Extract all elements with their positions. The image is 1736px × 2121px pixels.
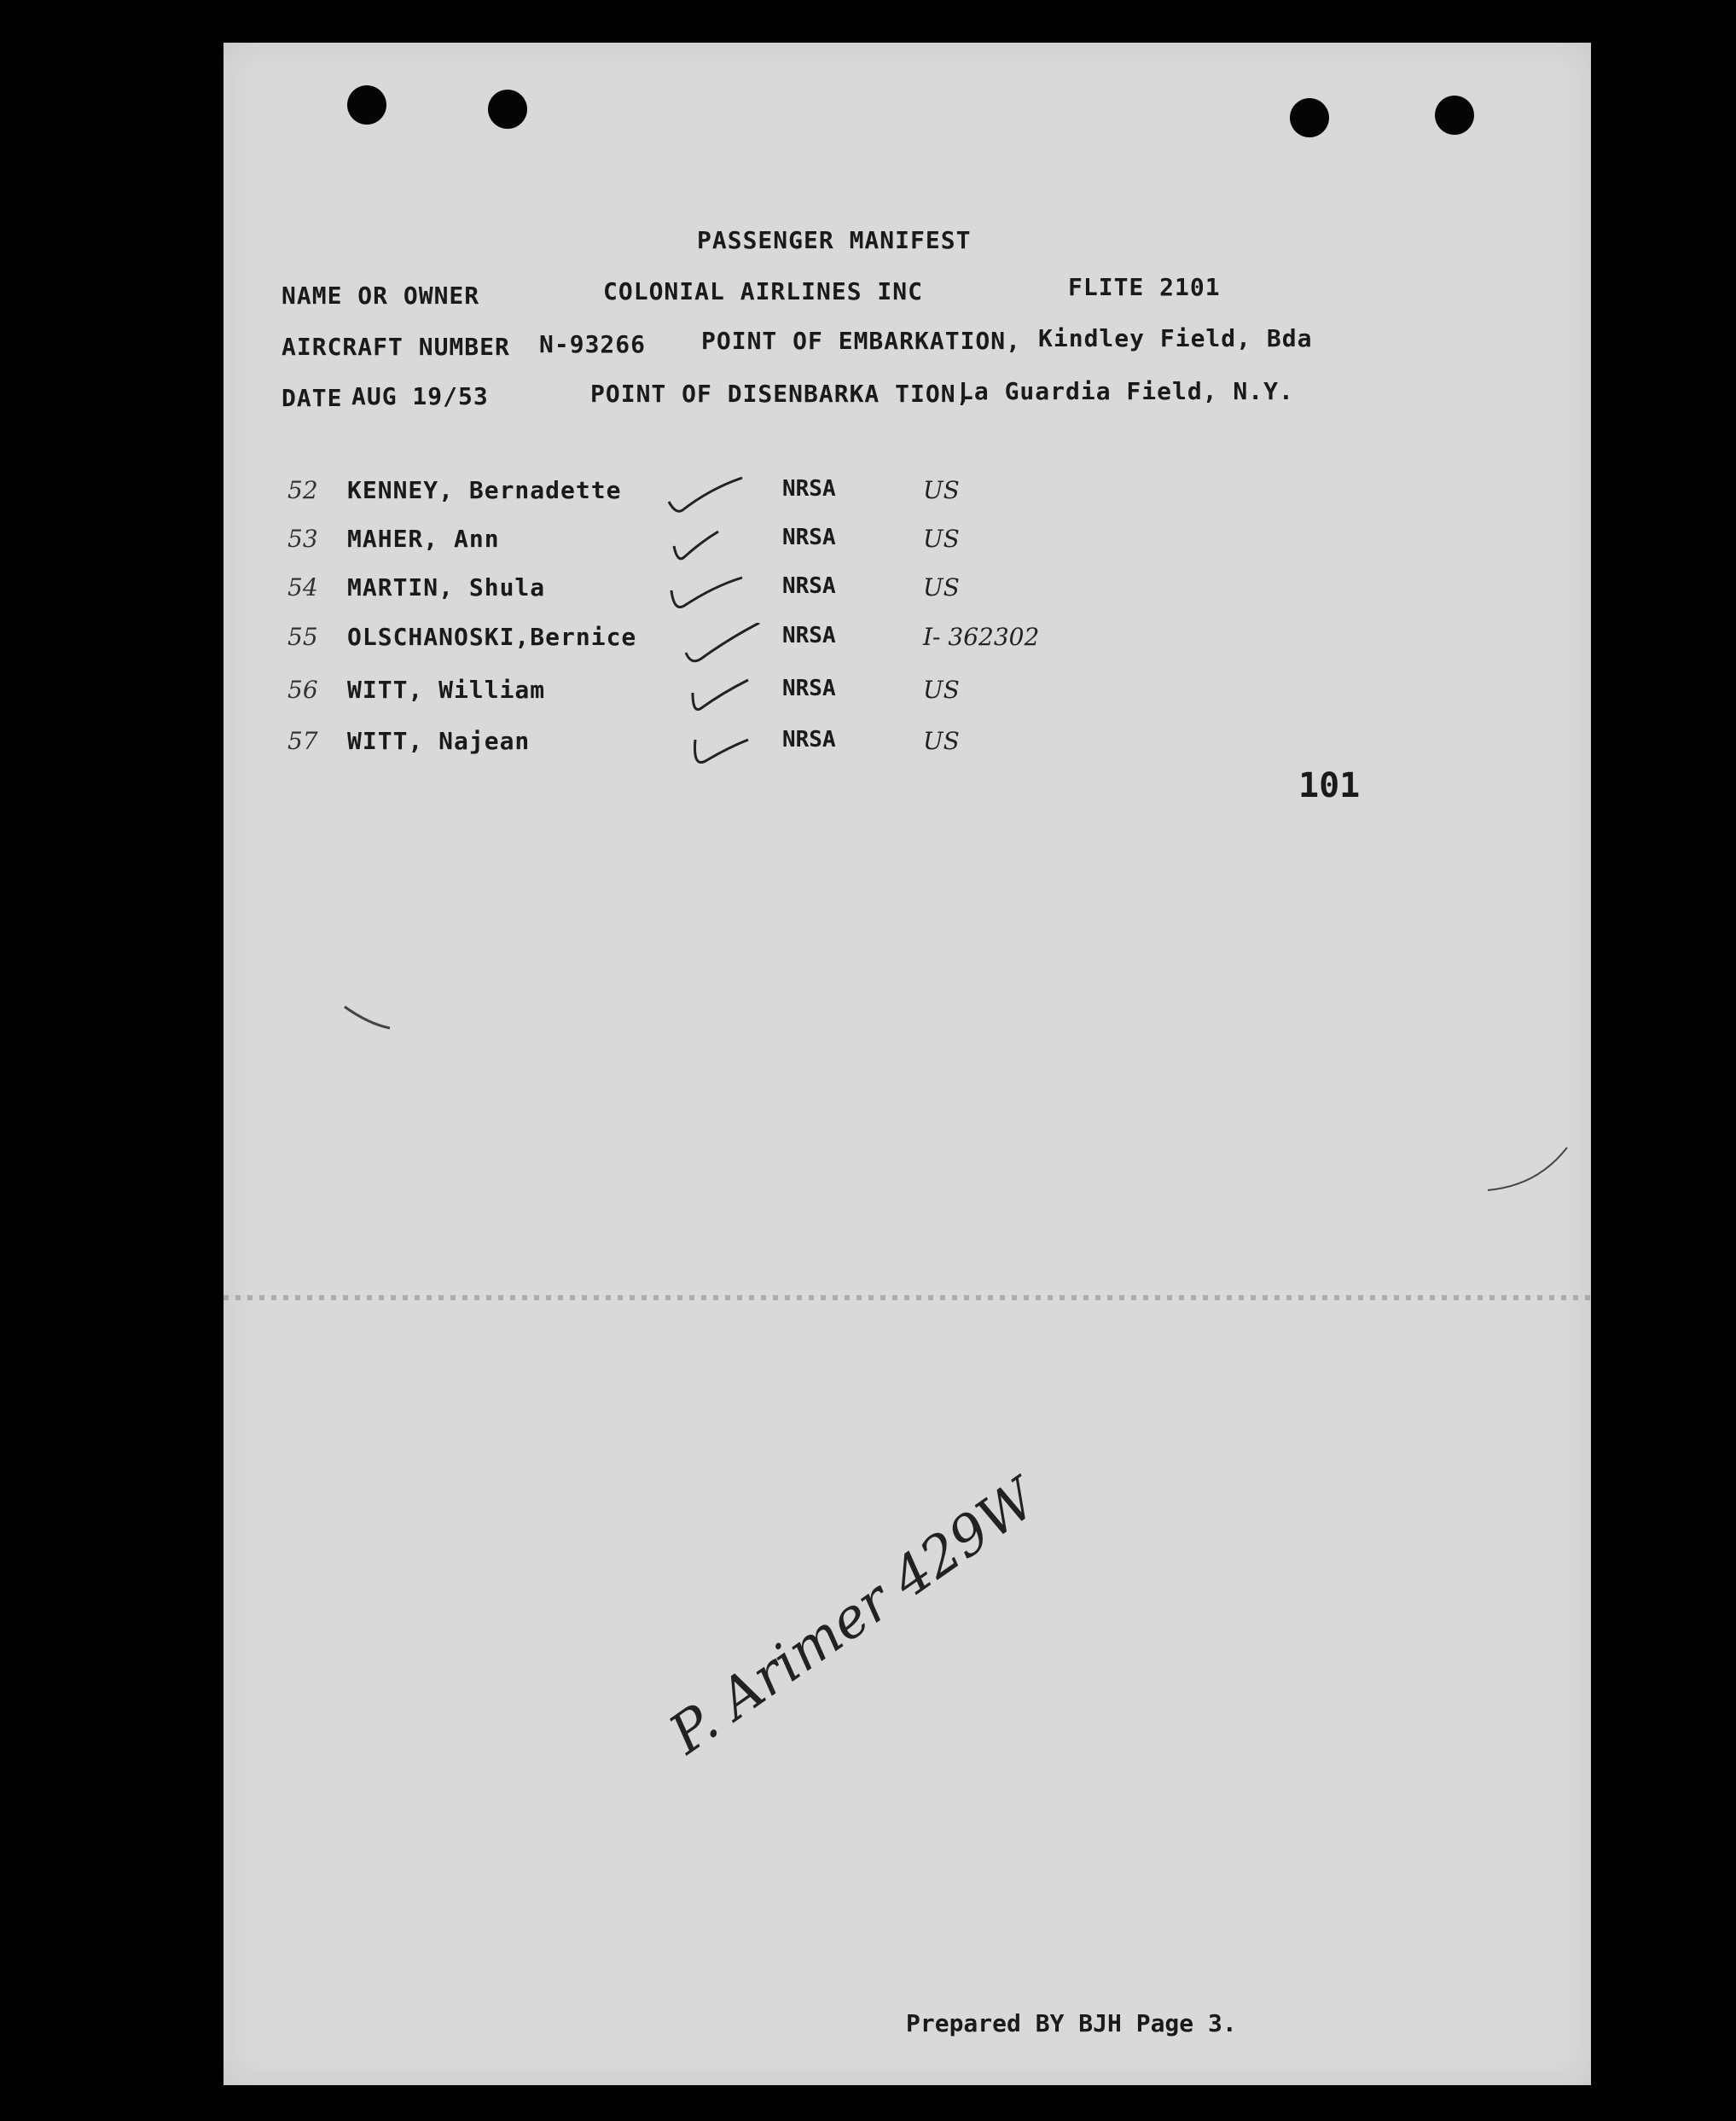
punch-hole xyxy=(1290,98,1329,137)
embarkation-label: POINT OF EMBARKATION, xyxy=(701,327,1022,355)
status-code: NRSA xyxy=(782,525,836,550)
check-mark-icon xyxy=(688,727,765,770)
passenger-name: KENNEY, Bernadette xyxy=(347,476,622,504)
citizenship: US xyxy=(923,727,960,755)
pencil-mark xyxy=(1486,1143,1571,1194)
embarkation-value: Kindley Field, Bda xyxy=(1038,324,1313,352)
punch-hole xyxy=(488,90,527,129)
passenger-row xyxy=(224,676,1591,710)
row-number: 56 xyxy=(287,676,318,704)
manifest-page xyxy=(224,43,1591,2085)
passenger-row xyxy=(224,623,1591,657)
passenger-name: MARTIN, Shula xyxy=(347,573,546,601)
owner-value: COLONIAL AIRLINES INC xyxy=(603,277,924,305)
punch-hole xyxy=(1435,96,1474,135)
passenger-name: WITT, Najean xyxy=(347,727,531,755)
aircraft-number: N-93266 xyxy=(539,330,647,358)
punch-hole xyxy=(347,85,386,125)
row-number: 54 xyxy=(287,573,318,601)
disembarkation-label: POINT OF DISENBARKA TION, xyxy=(590,380,972,408)
status-code: NRSA xyxy=(782,727,836,753)
citizenship: US xyxy=(923,573,960,601)
passenger-row xyxy=(224,727,1591,761)
date-label: DATE xyxy=(282,384,343,412)
aircraft-label: AIRCRAFT NUMBER xyxy=(282,333,510,361)
page-number: 101 xyxy=(1298,766,1361,805)
passenger-name: OLSCHANOSKI,Bernice xyxy=(347,623,637,651)
passenger-name: MAHER, Ann xyxy=(347,525,500,553)
citizenship: US xyxy=(923,476,960,504)
check-mark-icon xyxy=(688,676,765,718)
date-value: AUG 19/53 xyxy=(351,382,489,410)
owner-label: NAME OR OWNER xyxy=(282,282,480,310)
flight-number: FLITE 2101 xyxy=(1068,273,1221,301)
row-number: 55 xyxy=(287,623,318,651)
passenger-row xyxy=(224,525,1591,559)
passenger-row xyxy=(224,573,1591,607)
pencil-mark xyxy=(343,998,394,1032)
status-code: NRSA xyxy=(782,676,836,701)
check-mark-icon xyxy=(667,476,744,519)
disembarkation-value: La Guardia Field, N.Y. xyxy=(959,377,1294,405)
fold-line xyxy=(224,1295,1591,1300)
check-mark-icon xyxy=(667,573,744,616)
row-number: 53 xyxy=(287,525,318,553)
check-mark-icon xyxy=(667,525,744,567)
status-code: NRSA xyxy=(782,476,836,502)
row-number: 57 xyxy=(287,727,318,755)
citizenship: I- 362302 xyxy=(923,623,1040,651)
passenger-name: WITT, William xyxy=(347,676,546,704)
prepared-by-footer: Prepared BY BJH Page 3. xyxy=(906,2009,1237,2037)
citizenship: US xyxy=(923,525,960,553)
check-mark-icon xyxy=(684,623,761,665)
manifest-title: PASSENGER MANIFEST xyxy=(697,226,972,254)
passenger-row xyxy=(224,476,1591,510)
status-code: NRSA xyxy=(782,623,836,648)
citizenship: US xyxy=(923,676,960,704)
row-number: 52 xyxy=(287,476,318,504)
status-code: NRSA xyxy=(782,573,836,599)
handwritten-note: P. Arimer 429W xyxy=(659,1467,1048,1767)
